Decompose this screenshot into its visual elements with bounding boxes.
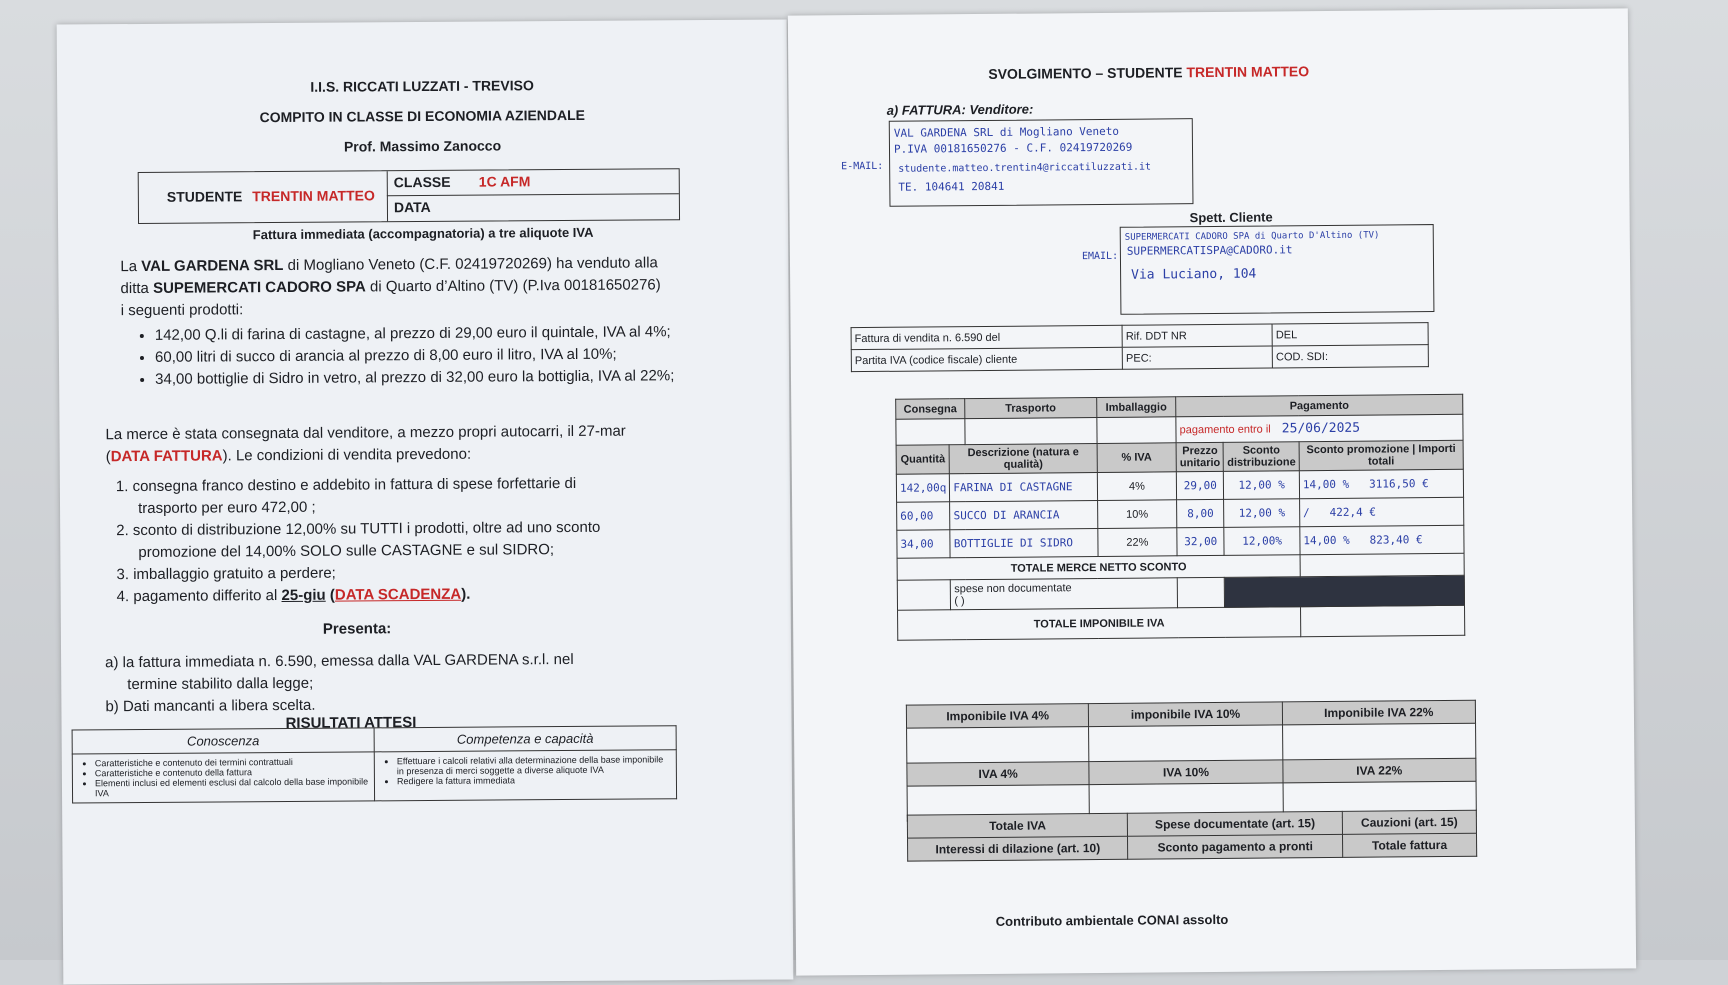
ddt-cell: Rif. DDT NR — [1122, 324, 1272, 347]
client-name: SUPERMERCATI CADORO SPA di Quarto D'Altino (TV) — [1124, 230, 1380, 243]
payment-text: pagamento entro il — [1179, 423, 1271, 437]
invoice-number-cell: Fattura di vendita n. 6.590 del — [851, 325, 1122, 349]
product-list — [137, 322, 705, 392]
column-header: Sconto distribuzione — [1224, 442, 1300, 472]
seller-email-label: E-MAIL: — [841, 160, 884, 173]
del-cell: DEL — [1272, 323, 1428, 346]
seller-name: VAL GARDENA SRL di Mogliano Veneto — [893, 124, 1120, 140]
column-header: Pagamento — [1176, 394, 1463, 417]
spese-nd-label: spese non documentate — [954, 581, 1072, 595]
vat-summary-table — [906, 700, 1477, 822]
client-vat-cell: Partita IVA (codice fiscale) cliente — [851, 347, 1122, 371]
client-email-label: EMAIL: — [1081, 250, 1119, 263]
column-header: Imponibile IVA 22% — [1282, 700, 1476, 725]
teacher-name: Prof. Massimo Zanocco — [343, 137, 502, 155]
column-header: Sconto pagamento a pronti — [1128, 834, 1343, 859]
expected-results-table — [72, 725, 678, 803]
pec-cell: PEC: — [1122, 346, 1272, 369]
table-row: 142,00q FARINA DI CASTAGNE 4% 29,00 12,00 % 14,00 % 3116,50 € — [896, 469, 1463, 502]
totale-merce-label: TOTALE MERCE NETTO SCONTO — [897, 555, 1300, 581]
invoice-body-table — [895, 394, 1465, 641]
presenta-heading: Presenta: — [322, 620, 392, 638]
column-header: Spese documentate (art. 15) — [1128, 811, 1343, 836]
exercise-subtitle: Fattura immediata (accompagnatoria) a tre aliquote IVA — [252, 224, 594, 243]
intro-paragraph: La VAL GARDENA SRL di Mogliano Veneto (C.F. 02419720269) ha venduto alla ditta SUPEMERCATI CADORO SPA di Quarto d’Altino (TV) (P.Iva 00181650276) i seguenti prodotti: — [120, 254, 661, 320]
column-header: imponibile IVA 10% — [1089, 702, 1282, 727]
column-header: Totale fattura — [1342, 833, 1476, 857]
column-header: Prezzo unitario — [1176, 442, 1224, 471]
client-email: SUPERMERCATISPA@CADORO.it — [1126, 243, 1293, 258]
list-item: • Caratteristiche e contenuto della fattura — [95, 766, 370, 778]
totale-imponibile-label: TOTALE IMPONIBILE IVA — [898, 607, 1301, 641]
seller-vat: P.IVA 00181650276 - C.F. 02419720269 — [893, 140, 1133, 156]
class-label: CLASSE — [393, 173, 451, 191]
seller-phone: TE. 104641 20841 — [898, 179, 1005, 194]
totals-table — [907, 810, 1477, 862]
student-label: STUDENTE — [166, 188, 243, 205]
list-item: • 60,00 litri di succo di arancia al prezzo di 8,00 euro il litro, IVA al 10%; — [155, 344, 705, 368]
client-label: Spett. Cliente — [1189, 209, 1273, 226]
column-header: Imballaggio — [1096, 397, 1176, 418]
results-title: RISULTATI ATTESI — [285, 714, 417, 732]
delivery-paragraph: La merce è stata consegnata dal venditore, a mezzo propri autocarri, il 27-mar (DATA FATTURA). Le condizioni di vendita prevedono: — [105, 422, 626, 466]
test-title: COMPITO IN CLASSE DI ECONOMIA AZIENDALE — [259, 106, 586, 126]
client-box — [1120, 224, 1435, 315]
date-label: DATA — [393, 198, 431, 216]
column-header: Cauzioni (art. 15) — [1342, 810, 1476, 834]
spese-nd-paren: ( ) — [954, 594, 965, 607]
column-header: IVA 22% — [1283, 758, 1477, 783]
list-item: • Effettuare i calcoli relativi alla determinazione della base imponibile in presenza di merci soggette a diverse aliquote IVA — [397, 754, 672, 776]
payment-date: 25/06/2025 — [1281, 420, 1361, 437]
table-row: 60,00 SUCCO DI ARANCIA 10% 8,00 12,00 % / 422,4 € — [897, 497, 1464, 530]
column-header: Interessi di dilazione (art. 10) — [908, 836, 1129, 861]
list-item: • Caratteristiche e contenuto dei termini contrattuali — [95, 756, 370, 768]
list-item: • Redigere la fattura immediata — [397, 774, 672, 786]
sdi-cell: COD. SDI: — [1272, 345, 1428, 368]
answer-sheet — [788, 8, 1636, 975]
seller-label: a) FATTURA: Venditore: — [886, 101, 1034, 118]
seller-email: studente.matteo.trentin4@riccatiluzzati.it — [898, 161, 1152, 175]
column-header: % IVA — [1097, 443, 1177, 473]
seller-box — [889, 118, 1194, 207]
column-header: Consegna — [896, 399, 965, 420]
column-header: IVA 4% — [907, 762, 1090, 787]
tasks-list: a) la fattura immediata n. 6.590, emessa dalla VAL GARDENA s.r.l. nel termine stabilito dalla legge; b) Dati mancanti a libera scelta. — [105, 650, 574, 716]
student-name: TRENTIN MATTEO — [252, 187, 375, 205]
column-header: IVA 10% — [1089, 760, 1282, 785]
list-item: • 34,00 bottiglie di Sidro in vetro, al prezzo di 32,00 euro la bottiglia, IVA al 22%; — [155, 366, 705, 390]
column-header: Conoscenza — [72, 728, 374, 754]
column-header: Trasporto — [965, 398, 1097, 419]
conai-note: Contributo ambientale CONAI assolto — [995, 911, 1229, 929]
school-name: I.I.S. RICCATI LUZZATI - TREVISO — [310, 77, 534, 95]
client-address: Via Luciano, 104 — [1131, 266, 1257, 283]
column-header: Sconto promozione | Importi totali — [1299, 440, 1463, 470]
column-header: Descrizione (natura e qualità) — [949, 444, 1097, 474]
invoice-reference-table — [851, 322, 1429, 372]
column-header: Competenza e capacità — [374, 726, 676, 752]
table-row: 34,00 BOTTIGLIE DI SIDRO 22% 32,00 12,00% 14,00 % 823,40 € — [897, 525, 1464, 558]
column-header: Imponibile IVA 4% — [906, 704, 1089, 729]
conditions-list: 1. consegna franco destino e addebito in fattura di spese forfettarie di trasporto per euro 472,00 ; 2. sconto di distribuzione 12,00% su TUTTI i prodotti, oltre ad uno sconto promozione del 14,00% SOLO sulle CASTAGNE e sul SIDRO; 3. imballaggio gratuito a perdere; 4. pagamento differito al 25-giu (DATA SCADENZA). — [115, 474, 601, 606]
class-value: 1C AFM — [478, 173, 531, 190]
student-info-box — [138, 168, 680, 224]
answer-title: SVOLGIMENTO – STUDENTE TRENTIN MATTEO — [988, 63, 1310, 82]
assignment-sheet — [57, 19, 794, 984]
column-header: Quantità — [896, 445, 950, 474]
list-item: • Elementi inclusi ed elementi esclusi dal calcolo della base imponibile IVA — [95, 776, 370, 798]
column-header: Totale IVA — [907, 813, 1128, 838]
list-item: • 142,00 Q.li di farina di castagne, al prezzo di 29,00 euro il quintale, IVA al 4%; — [155, 322, 705, 346]
